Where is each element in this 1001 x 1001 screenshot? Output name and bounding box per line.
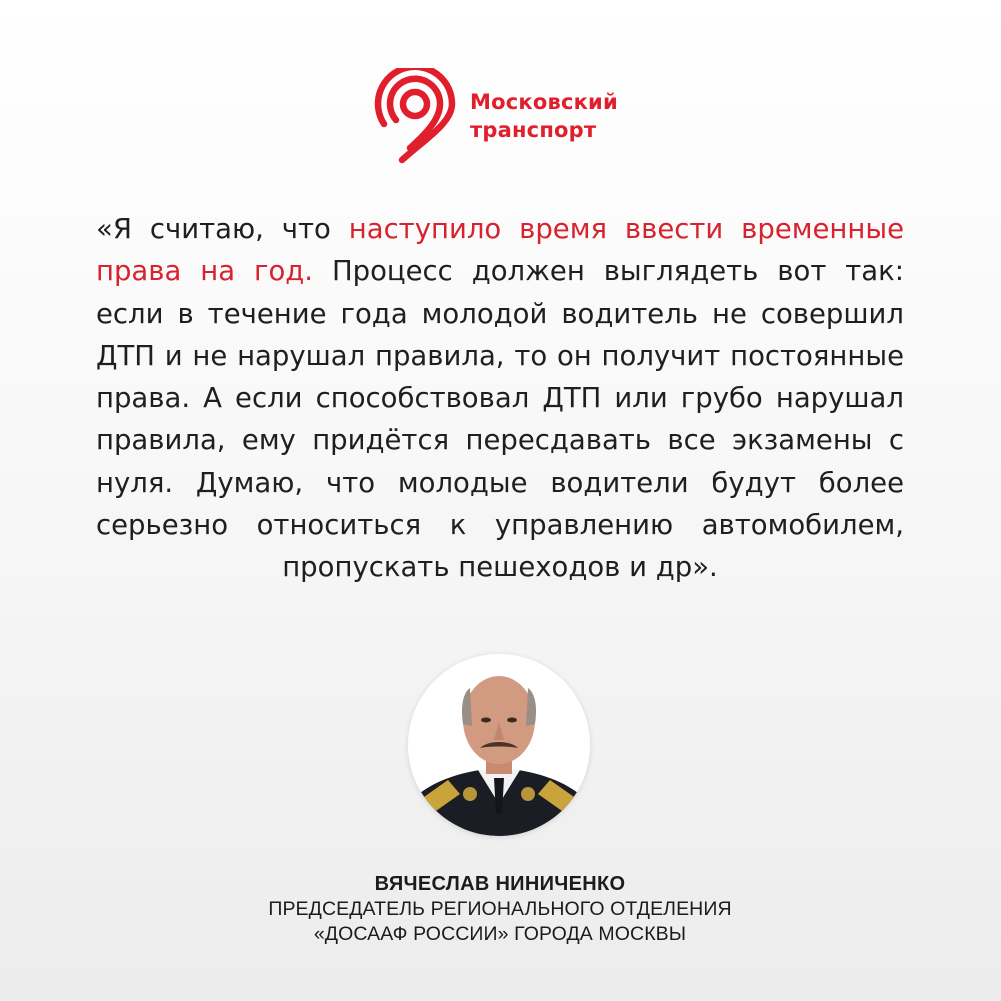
brand-logo	[372, 68, 642, 168]
brand-name-line1: Московский	[470, 90, 618, 114]
brand-name-line2: транспорт	[470, 118, 597, 142]
brand-name	[470, 88, 618, 144]
speaker-role-line1: ПРЕДСЕДАТЕЛЬ РЕГИОНАЛЬНОГО ОТДЕЛЕНИЯ	[268, 898, 732, 920]
moscow-transport-logo-icon	[372, 68, 458, 168]
quote-opening: «Я считаю, что	[96, 213, 349, 245]
quote-highlight: наступило время ввести временные права на год.	[96, 213, 904, 288]
speaker-caption	[150, 871, 850, 947]
speaker-portrait	[408, 654, 590, 836]
speaker-name: ВЯЧЕСЛАВ НИНИЧЕНКО	[374, 873, 626, 895]
quote-body: Процесс должен выглядеть вот так: если в течение года молодой водитель не совершил ДТП и не нарушал правила, то он получит постоянные права. А если способствовал ДТП или грубо нарушал правила, ему придётся пересдавать все экзамены с нуля. Думаю, что молодые водители будут более серьезно относиться к управлению автомобилем, пропускать пешеходов и др».	[96, 255, 904, 584]
speaker-photo	[408, 654, 590, 836]
speaker-role-line2: «ДОСААФ РОССИИ» ГОРОДА МОСКВЫ	[313, 923, 687, 945]
quote-text	[96, 208, 904, 589]
